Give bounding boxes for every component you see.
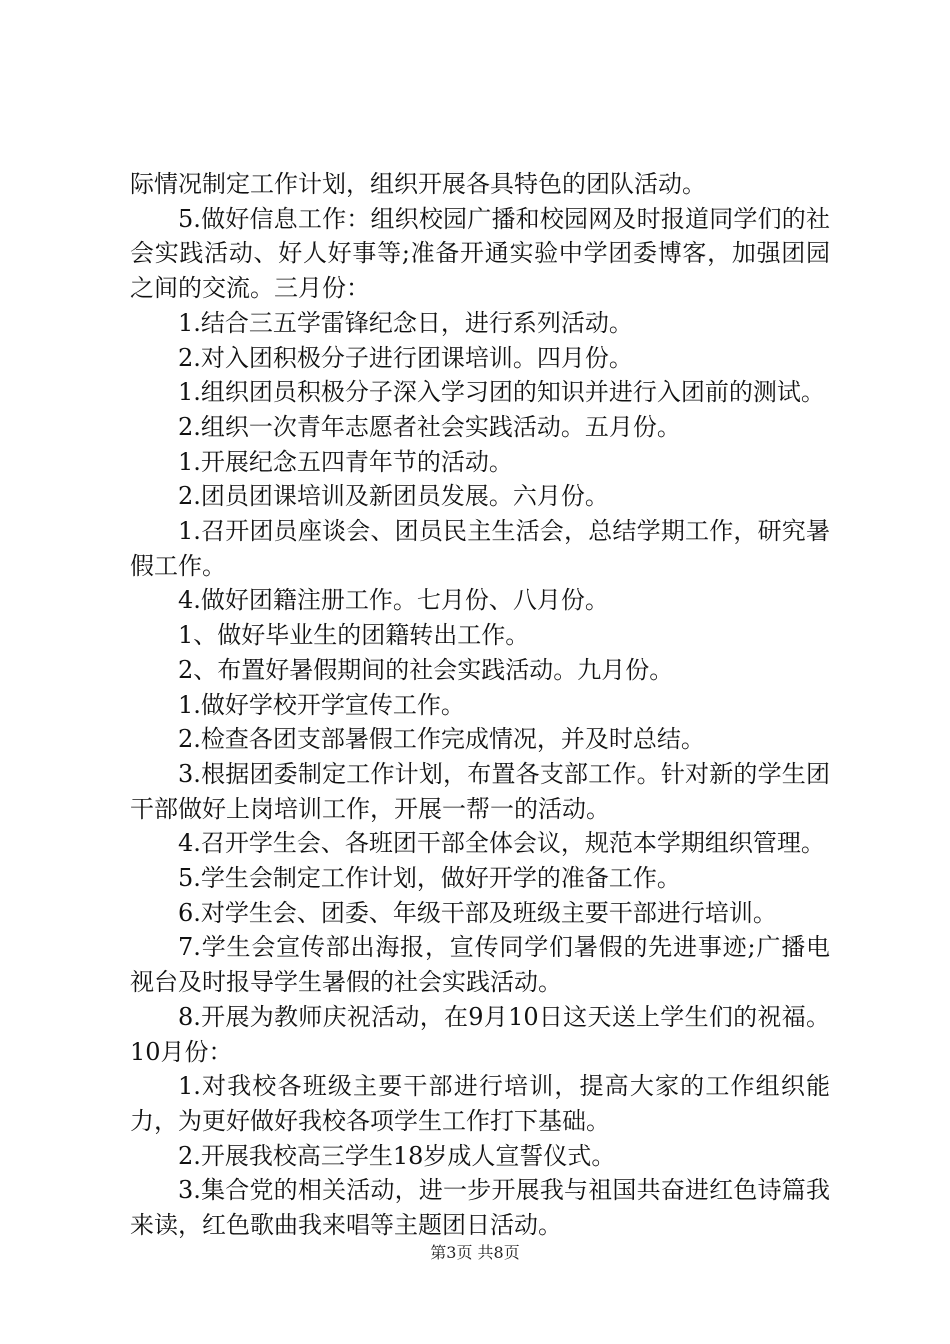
paragraph: 1.召开团员座谈会、团员民主生活会，总结学期工作，研究暑假工作。: [130, 517, 830, 580]
paragraph: 2.团员团课培训及新团员发展。六月份。: [178, 482, 609, 511]
paragraph: 4.做好团籍注册工作。七月份、八月份。: [178, 586, 609, 615]
paragraph: 2、布置好暑假期间的社会实践活动。九月份。: [178, 655, 674, 684]
paragraph: 1.结合三五学雷锋纪念日，进行系列活动。: [178, 308, 633, 337]
paragraph: 际情况制定工作计划，组织开展各具特色的团队活动。: [130, 170, 706, 198]
paragraph: 2.组织一次青年志愿者社会实践活动。五月份。: [178, 412, 681, 441]
paragraph: 2.对入团积极分子进行团课培训。四月份。: [178, 343, 633, 372]
paragraph: 7.学生会宣传部出海报，宣传同学们暑假的先进事迹;广播电视台及时报导学生暑假的社会实践活动。: [130, 933, 830, 997]
paragraph: 5.做好信息工作：组织校园广播和校园网及时报道同学们的社会实践活动、好人好事等;准备开通实验中学团委博客，加强团园之间的交流。三月份：: [130, 204, 830, 303]
paragraph: 2.开展我校高三学生18岁成人宣誓仪式。: [178, 1141, 616, 1170]
paragraph: 3.集合党的相关活动，进一步开展我与祖国共奋进红色诗篇我来读，红色歌曲我来唱等主题团日活动。: [130, 1176, 830, 1240]
paragraph: 8.开展为教师庆祝活动，在9月10日这天送上学生们的祝福。10月份：: [130, 1002, 830, 1066]
paragraph: 2.检查各团支部暑假工作完成情况，并及时总结。: [178, 725, 705, 754]
paragraph: 1、做好毕业生的团籍转出工作。: [178, 621, 530, 650]
page-number-footer: 第3页 共8页: [430, 1243, 520, 1262]
paragraph: 1.开展纪念五四青年节的活动。: [178, 447, 513, 476]
document-body: [130, 167, 830, 1243]
paragraph: 6.对学生会、团委、年级干部及班级主要干部进行培训。: [178, 898, 777, 927]
paragraph: 5.学生会制定工作计划，做好开学的准备工作。: [178, 864, 681, 893]
paragraph: 4.召开学生会、各班团干部全体会议，规范本学期组织管理。: [178, 829, 825, 858]
paragraph: 3.根据团委制定工作计划，布置各支部工作。针对新的学生团干部做好上岗培训工作，开展一帮一的活动。: [130, 759, 830, 823]
paragraph: 1.做好学校开学宣传工作。: [178, 690, 465, 719]
paragraph: 1.组织团员积极分子深入学习团的知识并进行入团前的测试。: [178, 378, 825, 407]
paragraph: 1.对我校各班级主要干部进行培训，提高大家的工作组织能力，为更好做好我校各项学生工作打下基础。: [130, 1072, 830, 1135]
